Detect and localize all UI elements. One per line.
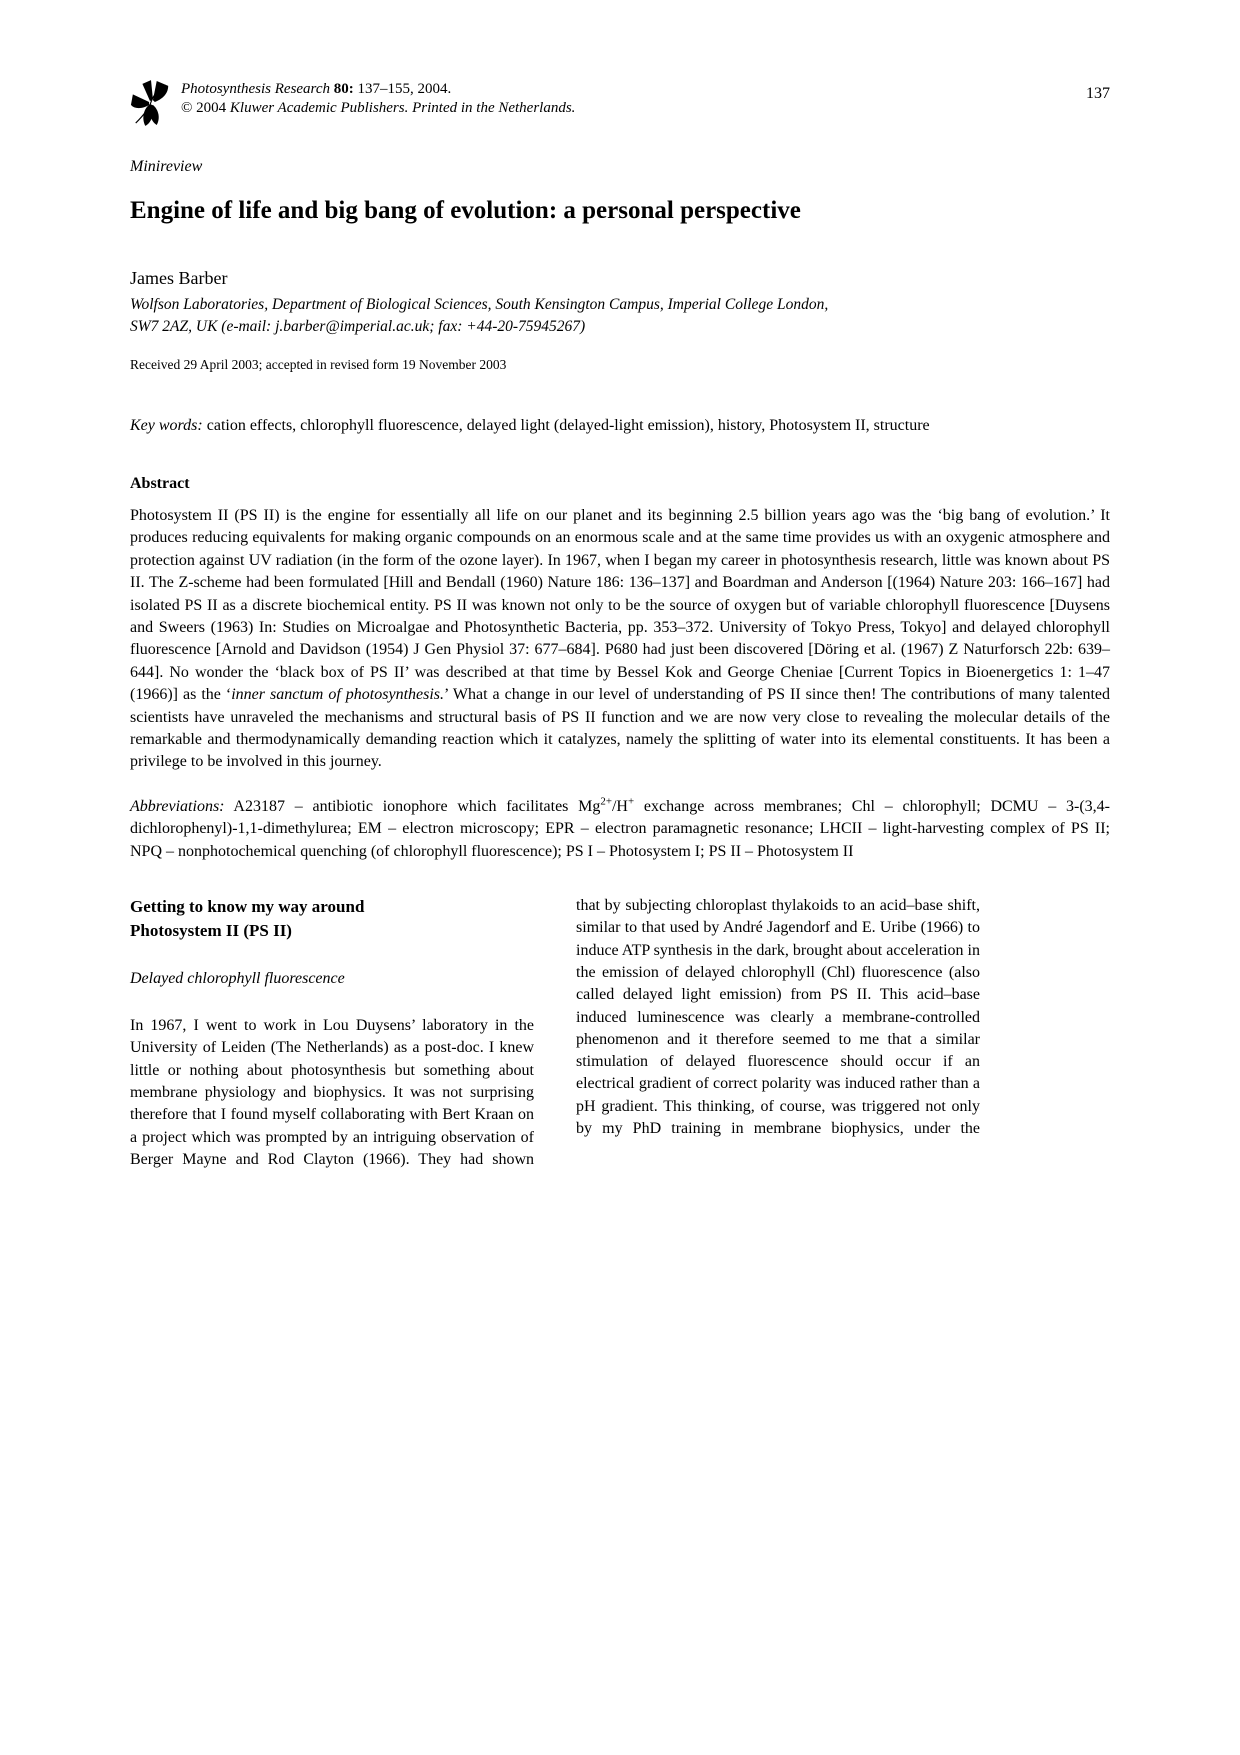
journal-citation: Photosynthesis Research 80: 137–155, 2004. <box>181 81 452 97</box>
kluwer-flower-logo-icon <box>130 78 172 128</box>
two-column-body <box>130 895 980 1171</box>
right-column <box>576 895 980 1171</box>
imprint-block <box>130 78 575 128</box>
article-type-label: Minireview <box>130 158 203 175</box>
section-heading: Getting to know my way around Photosystem II (PS II) <box>130 897 365 941</box>
page-header <box>130 78 1110 128</box>
abstract-heading: Abstract <box>130 475 190 492</box>
left-column <box>130 895 534 1171</box>
subsection-heading: Delayed chlorophyll fluorescence <box>130 970 345 988</box>
abstract-text: Photosystem II (PS II) is the engine for essentially all life on our planet and its beginning 2.5 billion years ago was the ‘big bang of evolution.’ It produces reducing equivalents for making organic compounds on an enormous scale and at the same time provides us with an oxygenic atmosphere and protection against UV radiation (in the form of the ozone layer). In 1967, when I began my career in photosynthesis research, little was known about PS II. The Z-scheme had been formulated [Hill and Bendall (1960) Nature 186: 136–137] and Boardman and Anderson [(1964) Nature 203: 166–167] had isolated PS II as a discrete biochemical entity. PS II was known not only to be the source of oxygen but of variable chlorophyll fluorescence [Duysens and Sweers (1963) In: Studies on Microalgae and Photosynthetic Bacteria, pp. 353–372. University of Tokyo Press, Tokyo] and delayed chlorophyll fluorescence [Arnold and Davidson (1954) J Gen Physiol 37: 677–684]. P680 had just been discovered [Döring et al. (1967) Z Naturforsch 22b: 639–644]. No wonder the ‘black box of PS II’ was described at that time by Bessel Kok and George Cheniae [Current Topics in Bioenergetics 1: 1–47 (1966)] as the ‘inner sanctum of photosynthesis.’ What a change in our level of understanding of PS II since then! The contributions of many talented scientists have unraveled the mechanisms and structural basis of PS II function and we are now very close to revealing the molecular details of the remarkable and thermodynamically demanding reaction which it catalyzes, namely the splitting of water into its elemental constituents. It has been a privilege to be involved in this journey. <box>130 507 1110 771</box>
received-accepted-dates: Received 29 April 2003; accepted in revised form 19 November 2003 <box>130 357 507 372</box>
author-affiliation: Wolfson Laboratories, Department of Biological Sciences, South Kensington Campus, Imperial College London, SW7 2AZ, UK (e-mail: j.barber@imperial.ac.uk; fax: +44-20-75945267) <box>130 296 829 335</box>
abbreviations-paragraph: Abbreviations: A23187 – antibiotic ionophore which facilitates $Mg^{2+}/H^+$ exchange across membranes; Chl – chlorophyll; DCMU – 3-(3,4-dichlorophenyl)-1,1-dimethylurea; EM – electron microscopy; EPR – electron paramagnetic resonance; LHCII – light-harvesting complex of PS II; NPQ – nonphotochemical quenching (of chlorophyll fluorescence); PS I – Photosystem I; PS II – Photosystem II <box>130 795 1110 860</box>
article-title: Engine of life and big bang of evolution: a personal perspective <box>130 197 801 224</box>
copyright-line: © 2004 Kluwer Academic Publishers. Printed in the Netherlands. <box>181 100 576 116</box>
author-name: James Barber <box>130 268 228 288</box>
keywords-paragraph: Key words: cation effects, chlorophyll fluorescence, delayed light (delayed-light emission), history, Photosystem II, structure <box>130 417 930 434</box>
right-column-paragraph: that by subjecting chloroplast thylakoids to an acid–base shift, similar to that used by André Jagendorf and E. Uribe (1966) to induce ATP synthesis in the dark, brought about acceleration in the emission of delayed chlorophyll (Chl) fluorescence (also called delayed light emission) from PS II. This acid–base induced luminescence was clearly a membrane-controlled phenomenon and it therefore seemed to me that a similar stimulation of delayed fluorescence should occur if an electrical gradient of correct polarity was induced rather than a pH gradient. This thinking, of course, was triggered not only by my PhD training in membrane biophysics, under the <box>576 897 980 1138</box>
page-number: 137 <box>1086 85 1110 102</box>
left-column-paragraph: In 1967, I went to work in Lou Duysens’ laboratory in the University of Leiden (The Netherlands) as a post-doc. I knew little or nothing about photosynthesis but something about membrane physiology and biophysics. It was not surprising therefore that I found myself collaborating with Bert Kraan on a project which was prompted by an intriguing observation of Berger Mayne and Rod Clayton (1966). They had shown <box>130 1017 534 1168</box>
